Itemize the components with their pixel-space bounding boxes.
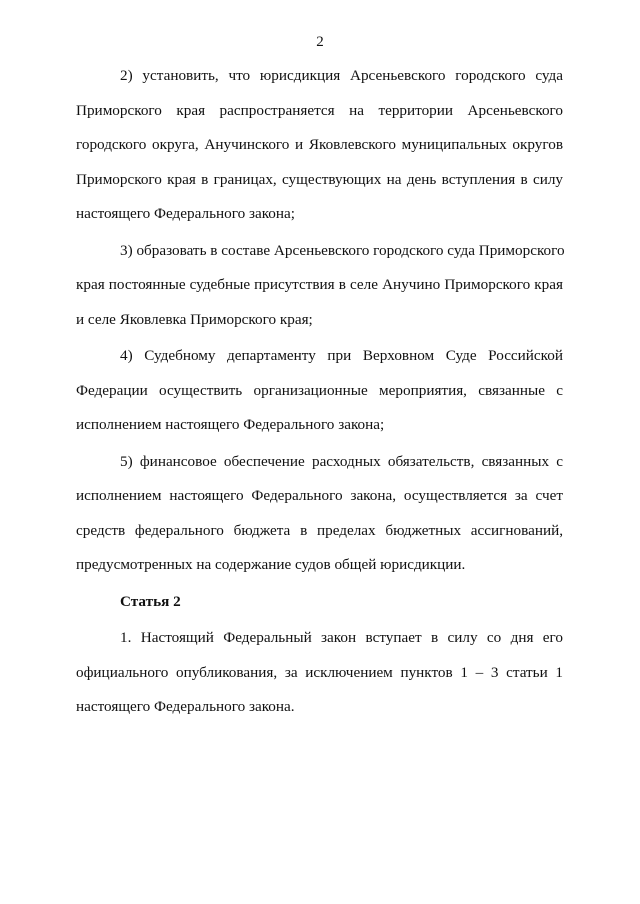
text-line: края постоянные судебные присутствия в селе Анучино Приморского края [76,276,563,293]
paragraph-item-5 [76,445,563,583]
text-line: средств федерального бюджета в пределах бюджетных ассигнований, [76,521,563,539]
text-line: исполнением настоящего Федерального закона, осуществляется за счет [76,487,563,504]
text-line: предусмотренных на содержание судов общей юрисдикции. [76,556,466,573]
text-line: Федерации осуществить организационные мероприятия, связанные с [76,381,563,399]
text-line: 4) Судебному департаменту при Верховном Суде Российской [120,347,563,364]
text-line: 2) установить, что юрисдикция Арсеньевского городского суда [120,67,563,84]
paragraph-item-4 [76,339,563,443]
text-line: Приморского края в границах, существующих на день вступления в силу [76,170,563,188]
article-paragraph-1 [76,621,563,725]
text-line: настоящего Федерального закона. [76,698,295,715]
paragraph-item-3 [76,234,563,338]
text-line: 1. Настоящий Федеральный закон вступает в силу со дня его [120,629,563,646]
text-line: 3) образовать в составе Арсеньевского городского суда Приморского [120,241,565,259]
text-line: исполнением настоящего Федерального закона; [76,416,385,433]
text-line: и селе Яковлевка Приморского края; [76,310,313,328]
article-heading [76,585,563,620]
text-line: городского округа, Анучинского и Яковлевского муниципальных округов [76,136,563,153]
text-line: Приморского края распространяется на территории Арсеньевского [76,101,563,119]
page-number: 2 [316,34,324,50]
text-line: официального опубликования, за исключением пунктов 1 – 3 статьи 1 [76,663,563,681]
text-line: настоящего Федерального закона; [76,205,295,222]
document-body [76,59,563,725]
text-line: 5) финансовое обеспечение расходных обязательств, связанных с [120,452,563,470]
article-title: Статья 2 [120,592,181,610]
paragraph-item-2 [76,59,563,232]
